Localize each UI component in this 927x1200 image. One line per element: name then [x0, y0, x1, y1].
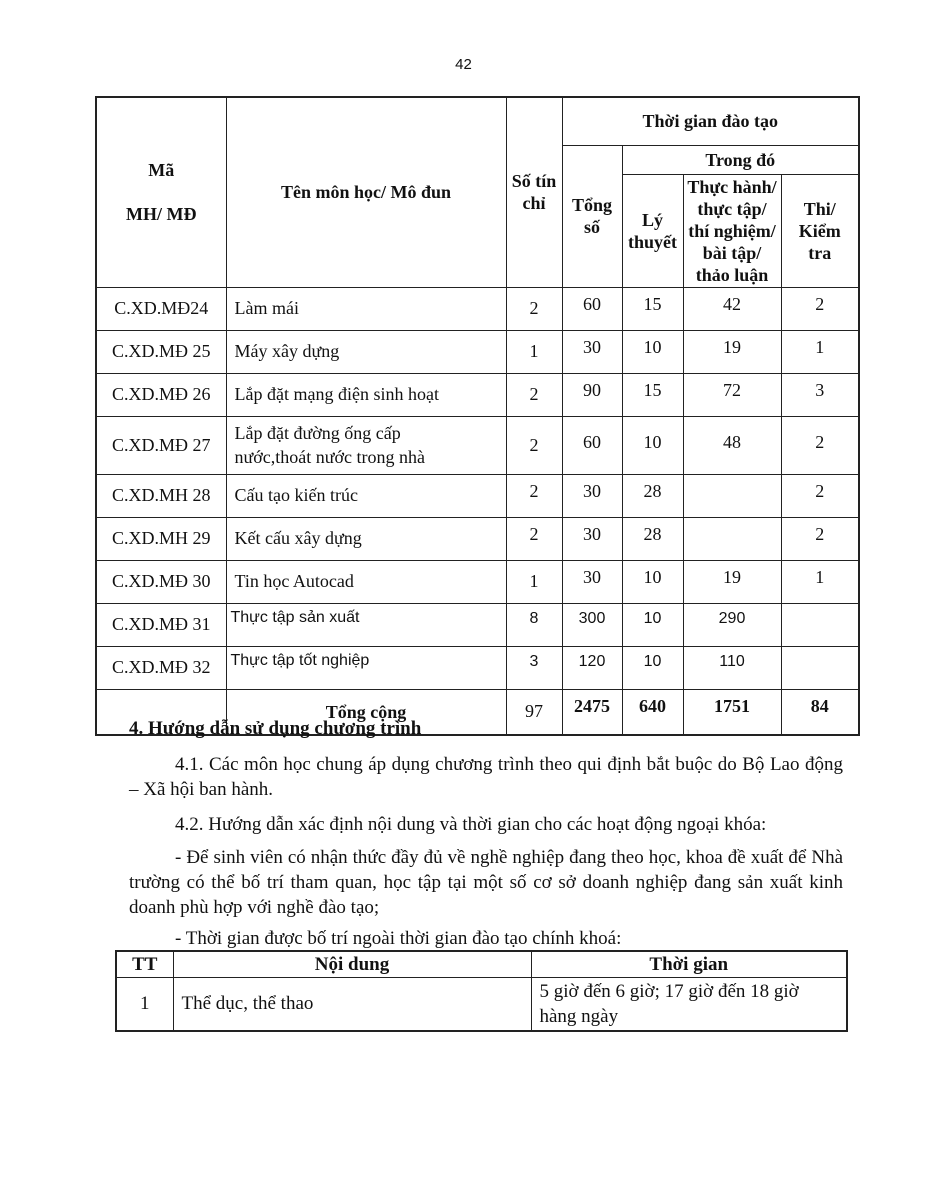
paragraph: 4.2. Hướng dẫn xác định nội dung và thời gian cho các hoạt động ngoại khóa: — [175, 814, 767, 835]
row-total: 120 — [562, 646, 622, 689]
header-time-range: Thời gian — [531, 951, 847, 978]
table-row — [96, 287, 859, 330]
table-row — [96, 646, 859, 689]
row-name: Làm mái — [226, 287, 506, 330]
page-number: 42 — [455, 56, 472, 73]
row-practice: 290 — [683, 603, 781, 646]
row-credits: 2 — [506, 416, 562, 474]
row-code: C.XD.MĐ 25 — [96, 330, 226, 373]
row-credits: 2 — [506, 517, 562, 560]
row-name: Lắp đặt đường ống cấp nước,thoát nước trong nhà — [226, 416, 506, 474]
row-total: 30 — [562, 474, 622, 517]
row-theory: 10 — [622, 560, 683, 603]
header-time: Thời gian đào tạo — [562, 97, 859, 145]
row-exam — [781, 646, 859, 689]
row-content: Thể dục, thể thao — [173, 978, 531, 1032]
paragraph: 4.1. Các môn học chung áp dụng chương trình theo qui định bắt buộc do Bộ Lao động – Xã hội ban hành. — [129, 754, 843, 800]
row-exam: 2 — [781, 474, 859, 517]
row-name: Máy xây dựng — [226, 330, 506, 373]
row-code: C.XD.MH 28 — [96, 474, 226, 517]
row-total: 30 — [562, 560, 622, 603]
row-code: C.XD.MĐ 27 — [96, 416, 226, 474]
row-time: 5 giờ đến 6 giờ; 17 giờ đến 18 giờ hàng ngày — [531, 978, 847, 1032]
table-row — [96, 416, 859, 474]
row-code: C.XD.MĐ 31 — [96, 603, 226, 646]
row-practice: 48 — [683, 416, 781, 474]
row-exam: 2 — [781, 517, 859, 560]
table-row — [96, 603, 859, 646]
row-practice — [683, 517, 781, 560]
header-of-which: Trong đó — [622, 145, 859, 174]
header-credits: Số tín chỉ — [506, 97, 562, 287]
row-theory: 15 — [622, 373, 683, 416]
table-row — [96, 330, 859, 373]
row-name: Cấu tạo kiến trúc — [226, 474, 506, 517]
row-theory: 10 — [622, 416, 683, 474]
table-row — [96, 474, 859, 517]
header-name: Tên môn học/ Mô đun — [226, 97, 506, 287]
row-practice: 110 — [683, 646, 781, 689]
header-code: Mã MH/ MĐ — [96, 97, 226, 287]
row-credits: 1 — [506, 560, 562, 603]
row-name: Kết cấu xây dựng — [226, 517, 506, 560]
row-theory: 28 — [622, 517, 683, 560]
row-name: Lắp đặt mạng điện sinh hoạt — [226, 373, 506, 416]
row-credits: 2 — [506, 474, 562, 517]
row-code: C.XD.MĐ 32 — [96, 646, 226, 689]
total-label: Tổng cộng — [226, 689, 506, 735]
row-practice: 19 — [683, 330, 781, 373]
row-theory: 10 — [622, 646, 683, 689]
total-credits: 97 — [506, 689, 562, 735]
total-theory: 640 — [622, 689, 683, 735]
curriculum-table — [95, 96, 860, 736]
row-credits: 2 — [506, 287, 562, 330]
row-total: 90 — [562, 373, 622, 416]
header-theory: Lý thuyết — [622, 174, 683, 287]
row-exam: 1 — [781, 330, 859, 373]
row-code: C.XD.MH 29 — [96, 517, 226, 560]
row-credits: 2 — [506, 373, 562, 416]
row-total: 30 — [562, 330, 622, 373]
row-credits: 1 — [506, 330, 562, 373]
row-theory: 10 — [622, 330, 683, 373]
paragraph: - Thời gian được bố trí ngoài thời gian đào tạo chính khoá: — [175, 928, 622, 949]
header-content: Nội dung — [173, 951, 531, 978]
header-tt: TT — [116, 951, 173, 978]
section-title: 4. Hướng dẫn sử dụng chương trình — [129, 718, 422, 739]
row-code: C.XD.MĐ 30 — [96, 560, 226, 603]
table-row — [116, 978, 847, 1032]
row-total: 30 — [562, 517, 622, 560]
row-name: Tin học Autocad — [226, 560, 506, 603]
row-exam: 2 — [781, 287, 859, 330]
header-practice: Thực hành/ thực tập/ thí nghiệm/ bài tập/ thảo luận — [683, 174, 781, 287]
row-credits: 3 — [506, 646, 562, 689]
activity-table — [115, 950, 848, 1032]
row-practice: 42 — [683, 287, 781, 330]
row-practice: 19 — [683, 560, 781, 603]
paragraph: - Để sinh viên có nhận thức đầy đủ về nghề nghiệp đang theo học, khoa đề xuất để Nhà trường có thể bố trí tham quan, học tập tại một số cơ sở doanh nghiệp đang sản xuất kinh doanh phù hợp với nghề đào tạo; — [129, 847, 843, 918]
row-total: 60 — [562, 416, 622, 474]
total-practice: 1751 — [683, 689, 781, 735]
row-theory: 10 — [622, 603, 683, 646]
total-total: 2475 — [562, 689, 622, 735]
row-practice — [683, 474, 781, 517]
table-row — [96, 373, 859, 416]
row-exam: 3 — [781, 373, 859, 416]
row-code: C.XD.MĐ 26 — [96, 373, 226, 416]
row-exam: 2 — [781, 416, 859, 474]
table-row — [96, 560, 859, 603]
row-total: 300 — [562, 603, 622, 646]
row-code: C.XD.MĐ24 — [96, 287, 226, 330]
row-tt: 1 — [116, 978, 173, 1032]
row-practice: 72 — [683, 373, 781, 416]
row-total: 60 — [562, 287, 622, 330]
row-credits: 8 — [506, 603, 562, 646]
total-exam: 84 — [781, 689, 859, 735]
row-theory: 28 — [622, 474, 683, 517]
table-row — [96, 517, 859, 560]
header-exam: Thi/ Kiểm tra — [781, 174, 859, 287]
row-theory: 15 — [622, 287, 683, 330]
row-exam: 1 — [781, 560, 859, 603]
row-name: Thực tập sản xuất — [226, 603, 506, 646]
row-exam — [781, 603, 859, 646]
header-total: Tổng số — [562, 145, 622, 287]
row-name: Thực tập tốt nghiệp — [226, 646, 506, 689]
